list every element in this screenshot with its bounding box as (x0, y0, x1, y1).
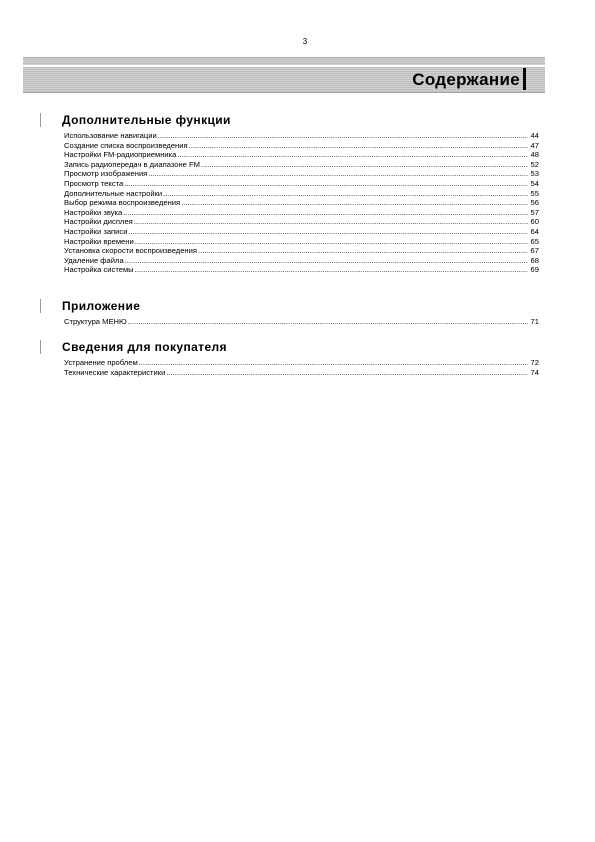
dot-leader (125, 256, 528, 266)
section-title: Дополнительные функции (62, 113, 231, 127)
dot-leader (134, 217, 528, 227)
section-appendix (40, 299, 540, 327)
toc-list (64, 358, 539, 377)
page-number: 3 (302, 37, 308, 46)
toc-entry-page: 71 (530, 317, 539, 326)
dot-leader (158, 131, 528, 141)
dot-leader (177, 150, 528, 160)
dot-leader (166, 368, 528, 378)
toc-entry-page: 72 (530, 358, 539, 367)
toc-entry-label: Создание списка воспроизведения (64, 140, 188, 150)
toc-entry[interactable] (64, 358, 539, 368)
toc-entry-page: 57 (530, 207, 539, 217)
toc-entry-page: 68 (530, 255, 539, 265)
toc-entry-label: Просмотр текста (64, 178, 124, 188)
dot-leader (124, 179, 528, 189)
toc-entry[interactable] (64, 189, 539, 199)
section-additional-functions (40, 113, 540, 275)
dot-leader (123, 208, 528, 218)
toc-entry-page: 54 (530, 178, 539, 188)
toc-entry-page: 53 (530, 169, 539, 179)
toc-entry-label: Настройка системы (64, 265, 134, 275)
toc-entry-page: 65 (530, 236, 539, 246)
dot-leader (135, 265, 528, 275)
toc-entry-label: Настройки FM-радиоприемника (64, 150, 177, 160)
toc-entry-page: 67 (530, 246, 539, 256)
toc-entry[interactable] (64, 150, 539, 160)
dot-leader (189, 141, 528, 151)
toc-entry-page: 47 (530, 140, 539, 150)
toc-entry-page: 56 (530, 198, 539, 208)
toc-entry-label: Настройки дисплея (64, 217, 133, 227)
toc-entry[interactable] (64, 217, 539, 227)
toc-entry-label: Удаление файла (64, 255, 124, 265)
section-title: Приложение (62, 299, 141, 313)
toc-entry-page: 60 (530, 217, 539, 227)
toc-entry-label: Запись радиопередач в диапазоне FM (64, 159, 200, 169)
toc-entry-label: Структура МЕНЮ (64, 317, 127, 326)
toc-entry[interactable] (64, 141, 539, 151)
toc-entry-page: 74 (530, 367, 539, 377)
section-marker (40, 113, 41, 127)
dot-leader (163, 189, 528, 199)
header-band (23, 57, 545, 93)
toc-entry-label: Настройки звука (64, 207, 123, 217)
dot-leader (201, 160, 528, 170)
toc-entry-label: Просмотр изображения (64, 169, 148, 179)
section-marker (40, 299, 41, 313)
toc-entry-label: Использование навигации (64, 131, 157, 140)
dot-leader (135, 237, 528, 247)
toc-entry[interactable] (64, 160, 539, 170)
toc-entry[interactable] (64, 179, 539, 189)
toc-entry[interactable] (64, 208, 539, 218)
toc-entry[interactable] (64, 169, 539, 179)
toc-entry-label: Установка скорости воспроизведения (64, 246, 197, 256)
toc-entry-page: 69 (530, 265, 539, 275)
toc-entry[interactable] (64, 368, 539, 378)
section-title: Сведения для покупателя (62, 340, 227, 354)
dot-leader (128, 227, 528, 237)
toc-entry-page: 55 (530, 188, 539, 198)
toc-entry-page: 52 (530, 159, 539, 169)
toc-entry[interactable] (64, 256, 539, 266)
dot-leader (198, 246, 528, 256)
dot-leader (139, 358, 528, 368)
toc-entry-label: Устранение проблем (64, 358, 138, 367)
toc-entry[interactable] (64, 317, 539, 327)
toc-entry-page: 44 (530, 131, 539, 140)
title-accent-bar (523, 68, 526, 90)
section-marker (40, 340, 41, 354)
toc-entry[interactable] (64, 227, 539, 237)
toc-entry-page: 48 (530, 150, 539, 160)
dot-leader (148, 169, 528, 179)
toc-entry[interactable] (64, 237, 539, 247)
toc-list (64, 131, 539, 275)
toc-entry-label: Дополнительные настройки (64, 188, 163, 198)
dot-leader (181, 198, 528, 208)
toc-list (64, 317, 539, 327)
toc-entry-label: Настройки записи (64, 226, 128, 236)
toc-entry-label: Выбор режима воспроизведения (64, 198, 181, 208)
page-title: Содержание (412, 70, 520, 89)
toc-entry[interactable] (64, 131, 539, 141)
toc-entry[interactable] (64, 198, 539, 208)
toc-entry[interactable] (64, 246, 539, 256)
toc-entry-page: 64 (530, 226, 539, 236)
toc-entry-label: Настройки времени (64, 236, 134, 246)
section-customer-info (40, 340, 540, 377)
toc-entry-label: Технические характеристики (64, 367, 166, 377)
toc-entry[interactable] (64, 265, 539, 275)
dot-leader (128, 317, 528, 327)
